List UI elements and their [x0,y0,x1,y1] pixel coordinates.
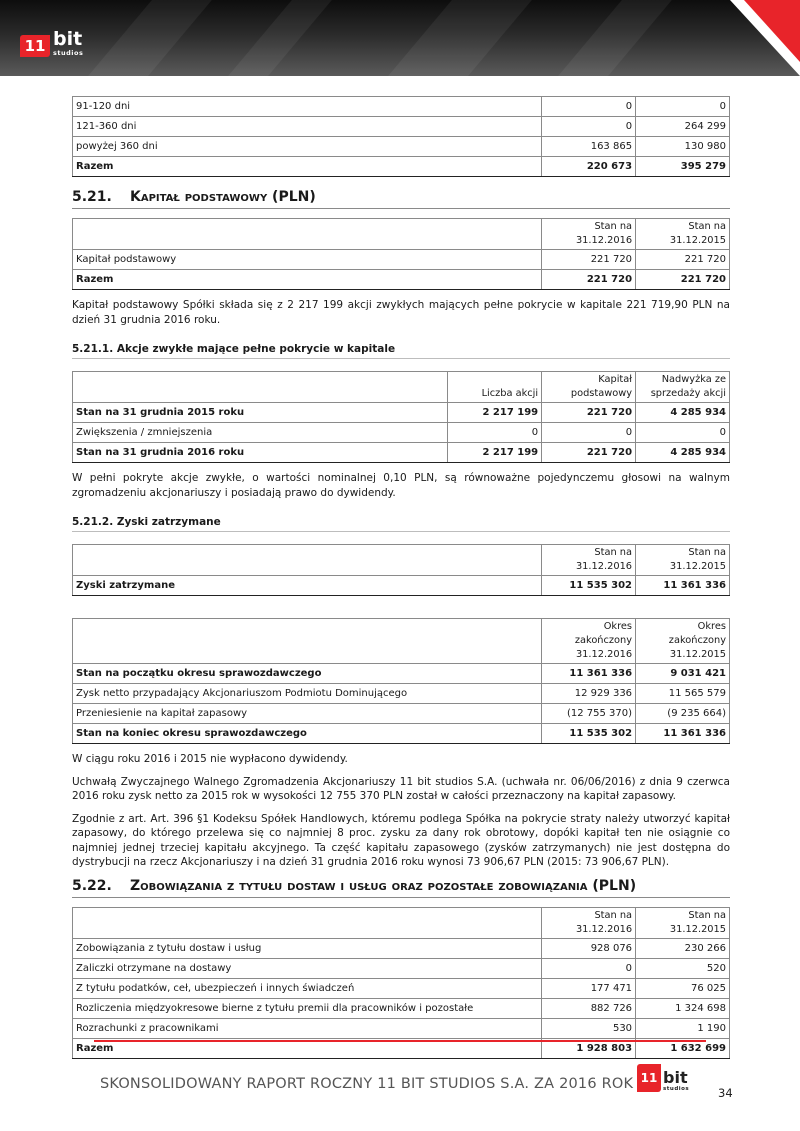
table-total-row: Razem 221 720 221 720 [73,270,730,290]
page-header-band [0,0,800,76]
table-row: Rozliczenia międzyokresowe bierne z tytułu premii dla pracowników i pozostałe 882 726 1 324 698 [73,998,730,1018]
page-content [72,96,730,1059]
table-row: 91-120 dni 0 0 [73,97,730,117]
logo-sub: studios [663,1085,690,1092]
table-row: Zaliczki otrzymane na dostawy 0 520 [73,958,730,978]
table-row: Zwiększenia / zmniejszenia 0 0 0 [73,423,730,443]
col-header: Nadwyżka ze sprzedaży akcji [636,372,730,403]
col-header: Stan na 31.12.2015 [636,219,730,250]
logo-word: bit [53,28,83,50]
col-header: Stan na 31.12.2015 [636,545,730,576]
table-row: Rozrachunki z pracownikami 530 1 190 [73,1018,730,1038]
paragraph: Kapitał podstawowy Spółki składa się z 2 217 199 akcji zwykłych mających pełne pokrycie w kapitale 221 719,90 PLN na dzień 31 grudnia 2016 roku. [72,299,730,326]
table-row: Stan na koniec okresu sprawozdawczego 11 535 302 11 361 336 [73,724,730,744]
section-heading-5-21: 5.21. Kapitał podstawowy (PLN) [72,189,730,209]
table-row: Zysk netto przypadający Akcjonariuszom Podmiotu Dominującego 12 929 336 11 565 579 [73,684,730,704]
table-row: Zyski zatrzymane 11 535 302 11 361 336 [73,576,730,596]
subsection-heading-5-21-1: 5.21.1. Akcje zwykłe mające pełne pokrycie w kapitale [72,343,730,359]
section-heading-5-22: 5.22. Zobowiązania z tytułu dostaw i usług oraz pozostałe zobowiązania (PLN) [72,878,730,898]
table-header-row [73,372,730,403]
share-capital-table [72,218,730,290]
aging-table [72,96,730,177]
table-header-row [73,545,730,576]
retained-earnings-table [72,544,730,596]
col-header: Okres zakończony 31.12.2015 [636,619,730,664]
header-red-triangle [744,0,800,62]
table-row: Zobowiązania z tytułu dostaw i usług 928 076 230 266 [73,938,730,958]
table-row: Stan na 31 grudnia 2015 roku 2 217 199 221 720 4 285 934 [73,403,730,423]
paragraph: Zgodnie z art. Art. 396 §1 Kodeksu Spółek Handlowych, któremu podlega Spółka na pokrycie straty należy utworzyć kapitał zapasowy, do którego przelewa się co najmniej 8 proc. zysku za dany rok obrotowy, dopóki kapitał ten nie osiągnie co najmniej jednej trzeciej kapitału akcyjnego. Ta część kapitału zapasowego (zysków zatrzymanych) nie jest dostępna do dystrybucji na rzecz Akcjonariuszy i na dzień 31 grudnia 2016 roku wynosi 73 906,67 PLN (2015: 73 906,67 PLN). [72,812,730,868]
col-header: Kapitał podstawowy [542,372,636,403]
col-header: Okres zakończony 31.12.2016 [542,619,636,664]
table-total-row: Razem 1 928 803 1 632 699 [73,1038,730,1058]
retained-earnings-movement-table [72,618,730,744]
col-header: Stan na 31.12.2016 [542,907,636,938]
col-header: Stan na 31.12.2016 [542,219,636,250]
header-logo [20,30,83,57]
logo-badge: 11 [20,35,50,57]
paragraph: Uchwałą Zwyczajnego Walnego Zgromadzenia Akcjonariuszy 11 bit studios S.A. (uchwała nr. 06/06/2016) z dnia 9 czerwca 2016 roku zysk netto za 2015 rok w wysokości 12 755 370 PLN został w całości przeznaczony na kapitał zapasowy. [72,775,730,802]
table-row: Stan na początku okresu sprawozdawczego 11 361 336 9 031 421 [73,664,730,684]
logo-word: bit [663,1067,688,1087]
table-row: powyżej 360 dni 163 865 130 980 [73,137,730,157]
table-header-row [73,907,730,938]
page-number: 34 [718,1086,733,1100]
paragraph: W ciągu roku 2016 i 2015 nie wypłacono dywidendy. [72,753,348,765]
table-total-row: Razem 220 673 395 279 [73,157,730,177]
footer-title: SKONSOLIDOWANY RAPORT ROCZNY 11 BIT STUDIOS S.A. ZA 2016 ROK [100,1076,634,1092]
table-row: Przeniesienie na kapitał zapasowy (12 755 370) (9 235 664) [73,704,730,724]
footer-rule [94,1040,706,1042]
ordinary-shares-table [72,371,730,463]
logo-badge: 11 [637,1064,661,1092]
col-header: Stan na 31.12.2015 [636,907,730,938]
table-row: Z tytułu podatków, ceł, ubezpieczeń i innych świadczeń 177 471 76 025 [73,978,730,998]
table-header-row [73,619,730,664]
subsection-heading-5-21-2: 5.21.2. Zyski zatrzymane [72,516,730,532]
logo-sub: studios [53,49,84,57]
footer-logo [637,1064,689,1092]
table-row: Kapitał podstawowy 221 720 221 720 [73,250,730,270]
col-header: Stan na 31.12.2016 [542,545,636,576]
liabilities-table [72,907,730,1059]
paragraph: W pełni pokryte akcje zwykłe, o wartości nominalnej 0,10 PLN, są równoważne pojedynczemu głosowi na walnym zgromadzeniu akcjonariuszy i posiadają prawo do dywidendy. [72,472,730,499]
table-row: Stan na 31 grudnia 2016 roku 2 217 199 221 720 4 285 934 [73,443,730,463]
col-header: Liczba akcji [448,372,542,403]
table-row: 121-360 dni 0 264 299 [73,117,730,137]
table-header-row [73,219,730,250]
